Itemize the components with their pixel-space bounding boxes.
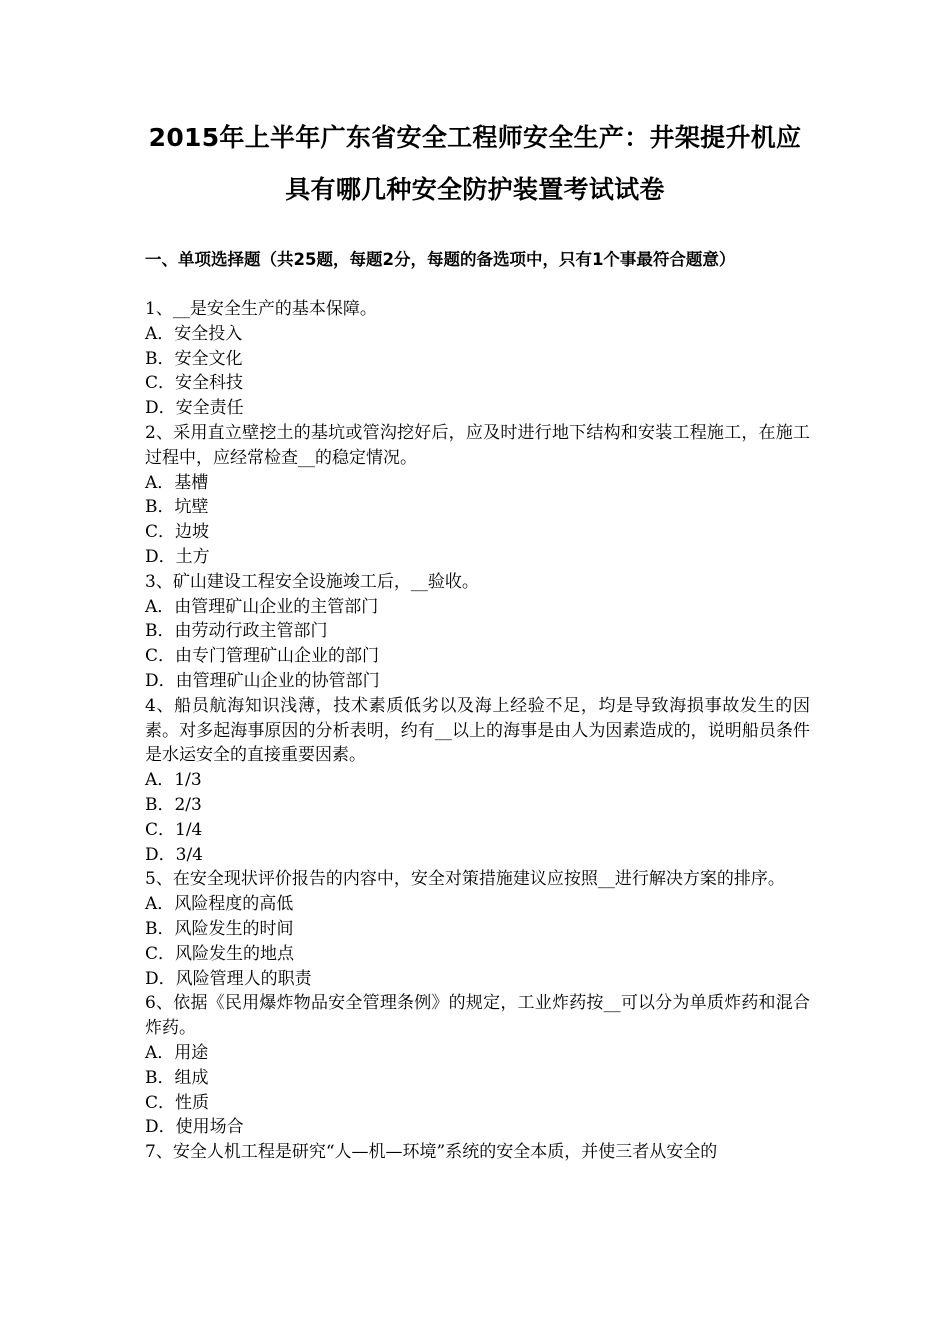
- section-heading: 一、单项选择题（共25题，每题2分，每题的备选项中，只有1个事最符合题意）: [145, 250, 736, 269]
- option-b: B．安全文化: [145, 348, 243, 369]
- question-text: 1、__是安全生产的基本保障。: [145, 299, 377, 319]
- question-7: [145, 1140, 810, 1165]
- option-d: D．土方: [145, 546, 210, 567]
- option-d: D．安全责任: [145, 398, 244, 419]
- option-b: B．由劳动行政主管部门: [145, 621, 328, 642]
- question-text: 3、矿山建设工程安全设施竣工后，__验收。: [145, 571, 479, 592]
- option-c: C．风险发生的地点: [145, 943, 295, 964]
- option-a: A．基槽: [145, 472, 209, 493]
- question-3: [145, 570, 810, 694]
- option-c: C．1/4: [145, 819, 203, 840]
- option-d: D．风险管理人的职责: [145, 968, 312, 989]
- question-list: [145, 297, 810, 1165]
- question-2: [145, 421, 810, 570]
- question-text: 7、安全人机工程是研究“人—机—环境”系统的安全本质，并使三者从安全的: [145, 1142, 718, 1163]
- option-d: D．由管理矿山企业的协管部门: [145, 670, 380, 691]
- option-d: D．3/4: [145, 844, 203, 865]
- question-4: [145, 694, 810, 868]
- question-text: 5、在安全现状评价报告的内容中，安全对策措施建议应按照__进行解决方案的排序。: [145, 869, 785, 890]
- option-c: C．性质: [145, 1092, 210, 1113]
- option-c: C．由专门管理矿山企业的部门: [145, 646, 380, 667]
- option-b: B．坑壁: [145, 497, 209, 518]
- option-a: A．1/3: [145, 770, 202, 791]
- option-b: B．2/3: [145, 794, 202, 815]
- option-a: A．安全投入: [145, 323, 243, 344]
- question-1: [145, 297, 810, 421]
- question-text: 4、船员航海知识浅薄，技术素质低劣以及海上经验不足，均是导致海损事故发生的因素。对多起海事原因的分析表明，约有__以上的海事是由人为因素造成的，说明船员条件是水运安全的直接重要因素。: [145, 695, 810, 766]
- question-text: 2、采用直立壁挖土的基坑或管沟挖好后，应及时进行地下结构和安装工程施工，在施工过程中，应经常检查__的稳定情况。: [145, 422, 810, 468]
- option-c: C．边坡: [145, 522, 210, 543]
- option-b: B．组成: [145, 1067, 209, 1088]
- option-c: C．安全科技: [145, 373, 244, 394]
- question-6: [145, 991, 810, 1140]
- question-text: 6、依据《民用爆炸物品安全管理条例》的规定，工业炸药按__可以分为单质炸药和混合炸药。: [145, 993, 810, 1039]
- document-title-line-2: 具有哪几种安全防护装置考试试卷: [285, 175, 665, 204]
- question-5: [145, 867, 810, 991]
- option-a: A．用途: [145, 1042, 209, 1063]
- option-d: D．使用场合: [145, 1117, 244, 1138]
- option-a: A．由管理矿山企业的主管部门: [145, 596, 379, 617]
- option-b: B．风险发生的时间: [145, 918, 294, 939]
- option-a: A．风险程度的高低: [145, 894, 294, 915]
- document-title-line-1: 2015年上半年广东省安全工程师安全生产：井架提升机应: [148, 123, 802, 152]
